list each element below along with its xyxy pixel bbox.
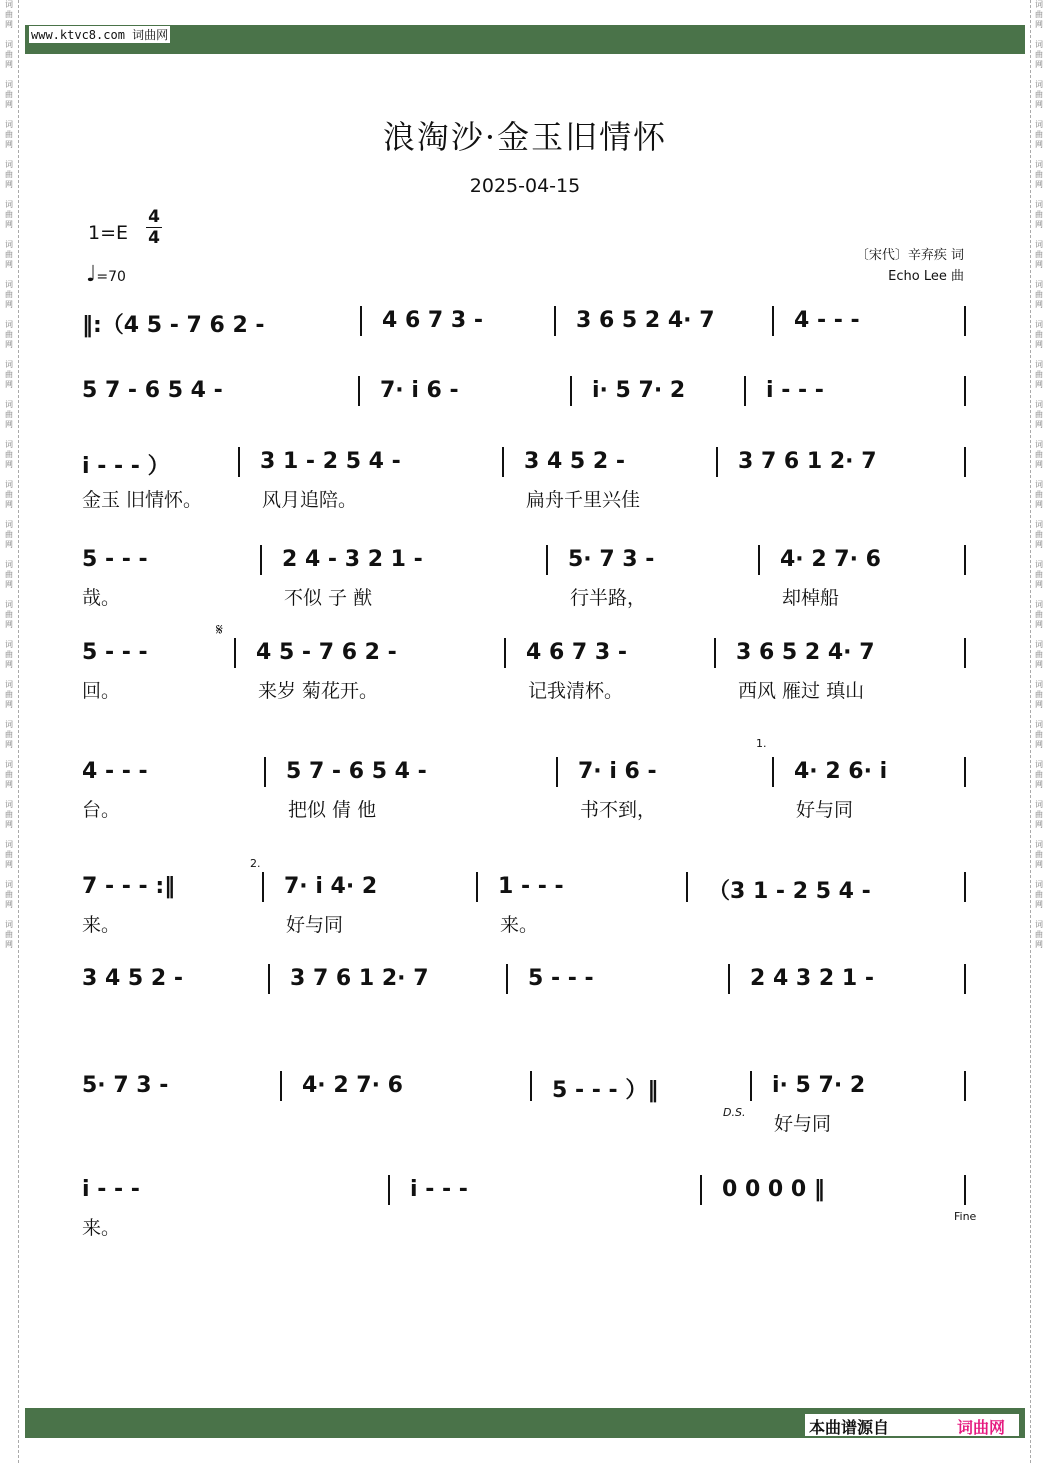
- lyric-text: 好与同: [286, 914, 344, 936]
- lyric-text: 好与同: [774, 1113, 832, 1135]
- measure: 5· 7 3 -: [82, 1073, 169, 1098]
- site-url[interactable]: www.ktvc8.com 词曲网: [31, 28, 169, 42]
- measure: 5 - - - ）‖: [552, 1078, 659, 1103]
- lyrics-row: [82, 676, 968, 700]
- barline: [750, 1071, 752, 1101]
- score-row: [82, 640, 968, 676]
- lyric-text: 来岁 菊花开。: [258, 680, 379, 702]
- tempo-value: =70: [96, 269, 126, 285]
- measure: （3 1 - 2 5 4 -: [708, 879, 871, 904]
- lyric-text: 扁舟千里兴佳: [526, 489, 641, 511]
- score-row: [82, 449, 968, 485]
- segno-sign: 𝄋: [216, 620, 223, 639]
- header-bar: [25, 25, 1025, 54]
- lyric-text: 来。: [500, 914, 539, 936]
- lyric-text: 哉。: [82, 587, 121, 609]
- measure: i - - -: [766, 378, 824, 403]
- barline: [554, 306, 556, 336]
- score-row: [82, 1073, 968, 1109]
- barline: [264, 757, 266, 787]
- quarter-note-icon: ♩: [86, 262, 97, 287]
- measure: 4· 2 6· i: [794, 759, 888, 784]
- barline: [546, 545, 548, 575]
- lyric-text: 金玉 旧情怀。: [82, 489, 203, 511]
- source-label: 本曲谱源自: [809, 1418, 890, 1437]
- measure: 5 7 - 6 5 4 -: [286, 759, 427, 784]
- barline: [238, 447, 240, 477]
- score-row: [82, 874, 968, 910]
- barline: [716, 447, 718, 477]
- left-margin-rule: [18, 0, 19, 1463]
- lyric-text: 风月追陪。: [262, 489, 358, 511]
- measure: 3 7 6 1 2· 7: [290, 966, 429, 991]
- time-signature: [146, 208, 162, 247]
- source-brand: 词曲网: [957, 1418, 1006, 1437]
- barline: [686, 872, 688, 902]
- measure: 4 6 7 3 -: [526, 640, 627, 665]
- measure: 3 6 5 2 4· 7: [736, 640, 875, 665]
- measure: 5· 7 3 -: [568, 547, 655, 572]
- barline: [504, 638, 506, 668]
- lyric-text: 行半路，: [570, 587, 647, 609]
- barline: [964, 447, 966, 477]
- barline: [772, 757, 774, 787]
- measure: 7· i 6 -: [578, 759, 657, 784]
- tempo-marking: [86, 262, 126, 287]
- measure: 2 4 - 3 2 1 -: [282, 547, 423, 572]
- meter-bottom: 4: [148, 228, 160, 248]
- measure: ‖:（4 5 - 7 6 2 -: [82, 313, 265, 338]
- lyric-text: 西风 雁过 瑱山: [738, 680, 865, 702]
- barline: [772, 306, 774, 336]
- barline: [714, 638, 716, 668]
- score-row: [82, 308, 968, 344]
- lyric-text: 来。: [82, 914, 121, 936]
- footer-bar: [25, 1408, 1025, 1438]
- score-row: [82, 547, 968, 583]
- measure: 3 1 - 2 5 4 -: [260, 449, 401, 474]
- barline: [758, 545, 760, 575]
- measure: 4 - - -: [794, 308, 860, 333]
- measure: 3 7 6 1 2· 7: [738, 449, 877, 474]
- barline: [358, 376, 360, 406]
- lyricist-credit: 〔宋代〕辛弃疾 词: [855, 248, 964, 263]
- measure: 3 6 5 2 4· 7: [576, 308, 715, 333]
- lyrics-row: [82, 583, 968, 607]
- measure: 5 - - -: [528, 966, 594, 991]
- barline: [700, 1175, 702, 1205]
- measure: 1 - - -: [498, 874, 564, 899]
- score-row: [82, 966, 968, 1002]
- measure: i - - -: [410, 1177, 468, 1202]
- barline: [388, 1175, 390, 1205]
- barline: [280, 1071, 282, 1101]
- measure: 7 - - - :‖: [82, 874, 176, 899]
- barline: [502, 447, 504, 477]
- lyrics-row: [82, 910, 968, 934]
- barline: [260, 545, 262, 575]
- lyric-text: 把似 倩 他: [288, 799, 377, 821]
- measure: i - - - ）: [82, 454, 170, 479]
- barline: [556, 757, 558, 787]
- lyric-text: 台。: [82, 799, 121, 821]
- measure: 7· i 4· 2: [284, 874, 378, 899]
- measure: 5 7 - 6 5 4 -: [82, 378, 223, 403]
- measure: 4· 2 7· 6: [302, 1073, 403, 1098]
- barline: [262, 872, 264, 902]
- barline: [360, 306, 362, 336]
- measure: 4 - - -: [82, 759, 148, 784]
- barline: [964, 964, 966, 994]
- barline: [476, 872, 478, 902]
- barline: [530, 1071, 532, 1101]
- measure: i - - -: [82, 1177, 140, 1202]
- measure: 4· 2 7· 6: [780, 547, 881, 572]
- barline: [728, 964, 730, 994]
- measure: 5 - - -: [82, 640, 148, 665]
- barline: [964, 376, 966, 406]
- measure: 3 4 5 2 -: [524, 449, 625, 474]
- measure: 5 - - -: [82, 547, 148, 572]
- source-box[interactable]: [805, 1414, 1019, 1436]
- barline: [964, 757, 966, 787]
- lyric-text: 却棹船: [782, 587, 840, 609]
- barline: [744, 376, 746, 406]
- barline: [964, 306, 966, 336]
- barline: [506, 964, 508, 994]
- measure: 4 6 7 3 -: [382, 308, 483, 333]
- lyric-text: 回。: [82, 680, 121, 702]
- volta-1-label: 1.: [756, 737, 767, 750]
- date-label: 2025-04-15: [469, 175, 581, 197]
- score-row: [82, 1177, 968, 1213]
- lyrics-row: [82, 795, 968, 819]
- side-watermark-right: 词 曲 网 词 曲 网 词 曲 网 词 曲 网 词 曲 网 词 曲 网 词 曲 网 词 曲 网 词 曲 网 词 曲 网 词 曲 网 词 曲 网 词 曲 网 词 曲 网 词 曲 网 词 曲 网 词 曲 网 词 曲 网 词 曲 网 词 曲 网 词 曲 网 词 曲 网 词 曲 网 词 曲 网: [1035, 0, 1043, 949]
- barline: [964, 1071, 966, 1101]
- measure: 2 4 3 2 1 -: [750, 966, 874, 991]
- barline: [964, 872, 966, 902]
- measure: i· 5 7· 2: [772, 1073, 866, 1098]
- page-title: 浪淘沙·金玉旧情怀: [382, 118, 668, 156]
- barline: [964, 1175, 966, 1205]
- lyric-text: 不似 子 猷: [284, 587, 373, 609]
- lyric-text: 书不到，: [580, 799, 657, 821]
- measure: i· 5 7· 2: [592, 378, 686, 403]
- lyric-text: 好与同: [796, 799, 854, 821]
- meter-top: 4: [148, 207, 160, 227]
- side-watermark-left: 词 曲 网 词 曲 网 词 曲 网 词 曲 网 词 曲 网 词 曲 网 词 曲 网 词 曲 网 词 曲 网 词 曲 网 词 曲 网 词 曲 网 词 曲 网 词 曲 网 词 曲 网 词 曲 网 词 曲 网 词 曲 网 词 曲 网 词 曲 网 词 曲 网 词 曲 网 词 曲 网 词 曲 网: [5, 0, 13, 949]
- composer-credit: Echo Lee 曲: [888, 269, 964, 284]
- barline: [964, 638, 966, 668]
- barline: [268, 964, 270, 994]
- barline: [234, 638, 236, 668]
- score-row: [82, 378, 968, 414]
- measure: 7· i 6 -: [380, 378, 459, 403]
- barline: [570, 376, 572, 406]
- measure: 4 5 - 7 6 2 -: [256, 640, 397, 665]
- lyric-text: 记我清杯。: [528, 680, 624, 702]
- lyric-text: 来。: [82, 1217, 121, 1239]
- score-row: [82, 759, 968, 795]
- measure: 3 4 5 2 -: [82, 966, 183, 991]
- right-margin-rule: [1030, 0, 1031, 1463]
- fine-marking: Fine: [954, 1210, 977, 1223]
- lyrics-row: [82, 1109, 968, 1133]
- barline: [964, 545, 966, 575]
- lyrics-row: [82, 1213, 968, 1237]
- volta-2-label: 2.: [250, 857, 261, 870]
- lyrics-row: [82, 485, 968, 509]
- key-signature: 1=E: [88, 222, 129, 244]
- measure: 0 0 0 0 ‖: [722, 1177, 825, 1202]
- ds-marking: D.S.: [723, 1106, 746, 1119]
